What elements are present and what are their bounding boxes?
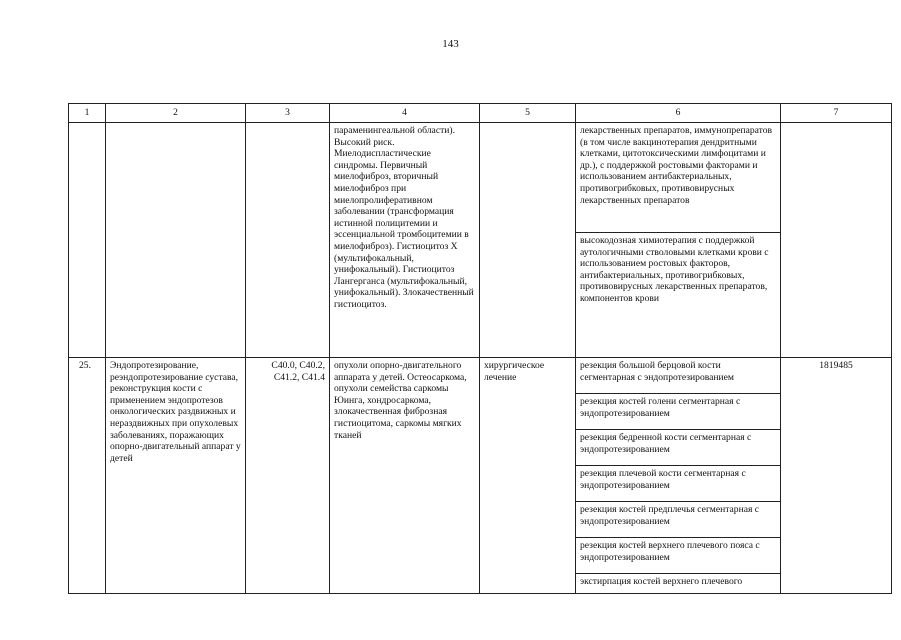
- procedure-name: Эндопротезирование, реэндопротезирование сустава, реконструкция кости с применением эндопротезов онкологических раздвижных и нераздвижных при опухолевых заболеваниях, поражающих опорно-двигательный аппарат у детей: [106, 358, 246, 594]
- header-cell: 6: [576, 104, 781, 123]
- continued-row: [69, 123, 892, 358]
- cell-empty: [69, 123, 106, 358]
- page-number: 143: [442, 38, 459, 50]
- method-item: экстирпация костей верхнего плечевого: [580, 576, 743, 587]
- method-item: лекарственных препаратов, иммунопрепаратов (в том числе вакцинотерапия дендритными клетками, цитотоксическими лимфоцитами и др.), с поддержкой ростовыми факторами и использованием антибактериальных, противогрибковых, противовирусных лекарственных препаратов: [576, 123, 780, 233]
- methods-stack: [576, 358, 781, 594]
- cell-empty: [106, 123, 246, 358]
- header-cell: 2: [106, 104, 246, 123]
- method-item: резекция плечевой кости сегментарная с эндопротезированием: [576, 466, 780, 502]
- method-item: резекция костей голени сегментарная с эндопротезированием: [576, 394, 780, 430]
- header-cell: 7: [781, 104, 892, 123]
- procedures-table: [68, 103, 892, 594]
- method-item: резекция бедренной кости сегментарная с эндопротезированием: [576, 430, 780, 466]
- icd-codes: C40.0, C40.2, C41.2, C41.4: [246, 358, 330, 594]
- cell-empty: [781, 123, 892, 358]
- method-item: резекция большой берцовой кости сегментарная с эндопротезированием: [576, 358, 780, 394]
- disease-description: опухоли опорно-двигательного аппарата у детей. Остеосаркома, опухоли семейства саркомы Юинга, хондросаркома, злокачественная фиброзная гистиоцитома, саркомы мягких тканей: [330, 358, 480, 594]
- method-item: резекция костей предплечья сегментарная с эндопротезированием: [576, 502, 780, 538]
- method-item: высокодозная химиотерапия с поддержкой аутологичными стволовыми клетками крови с использованием ростовых факторов, антибактериальных, противогрибковых, противовирусных лекарственных препаратов, компонентов крови: [580, 235, 769, 304]
- header-cell: 5: [480, 104, 576, 123]
- header-cell: 3: [246, 104, 330, 123]
- disease-description: параменингеальной области). Высокий риск. Миелодиспластические синдромы. Первичный миелофиброз, вторичный миелофиброз при миелопролиферативном заболевании (трансформация истинной полицитемии и эссенциальной тромбоцитемии в миелофиброз). Гистиоцитоз X (мультифокальный, унифокальный). Гистиоцитоз Лангерганса (мультифокальный, унифокальный). Злокачественный гистиоцитоз.: [330, 123, 480, 358]
- cell-empty: [480, 123, 576, 358]
- row-25: [69, 358, 892, 594]
- cell-empty: [246, 123, 330, 358]
- header-row: [69, 104, 892, 123]
- cost-value: 1819485: [781, 358, 892, 594]
- header-cell: 1: [69, 104, 106, 123]
- treatment-type: хирургическое лечение: [480, 358, 576, 594]
- header-cell: 4: [330, 104, 480, 123]
- row-number: 25.: [69, 358, 106, 594]
- method-item: резекция костей верхнего плечевого пояса с эндопротезированием: [576, 538, 780, 574]
- methods-stack: [576, 123, 781, 358]
